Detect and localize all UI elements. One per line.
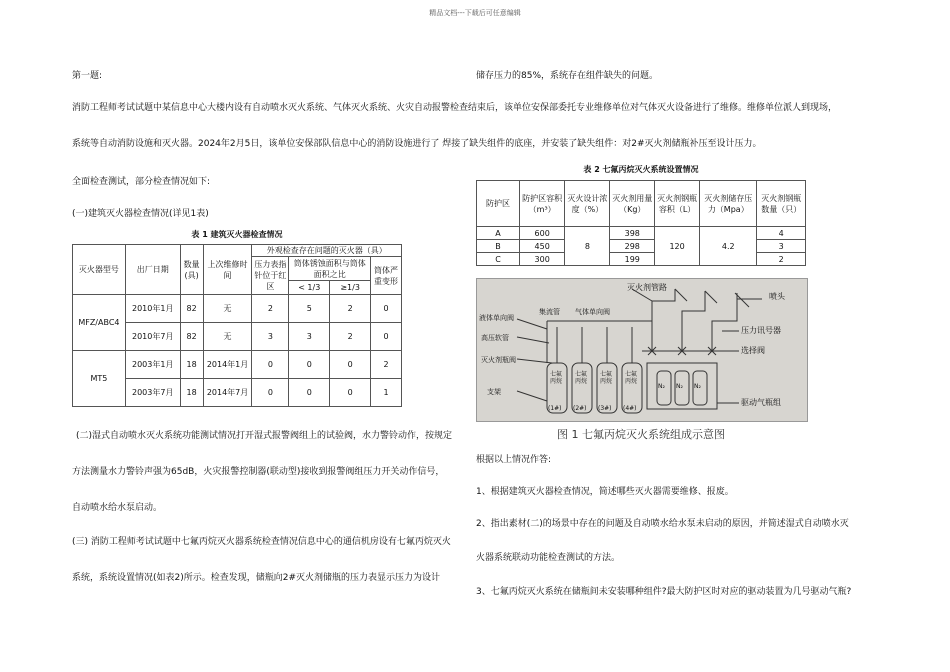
cell: 0 (371, 323, 402, 351)
group-cell: MFZ/ABC4 (73, 295, 126, 351)
cell: 600 (520, 227, 565, 240)
cell: 120 (655, 227, 700, 266)
cell: 0 (252, 379, 289, 407)
cell: 无 (203, 323, 252, 351)
drive-gas-label: N₂ (694, 383, 701, 390)
cell: 0 (330, 351, 371, 379)
cell: 0 (289, 379, 330, 407)
page-header: 精品文档---下载后可任意编辑 (429, 9, 521, 17)
cell: 3 (289, 323, 330, 351)
col-header: 筒体严重变形 (371, 257, 402, 295)
question-3: 3、七氟丙烷灭火系统在储瓶间未安装哪种组件?最大防护区时对应的驱动装置为几号驱动气瓶? (476, 587, 852, 597)
cell: 298 (610, 240, 655, 253)
cell: 1 (371, 379, 402, 407)
cell: 8 (565, 227, 610, 266)
col-header: 上次维修时间 (203, 245, 252, 295)
col-header: 出厂日期 (125, 245, 180, 295)
cell: 2010年1月 (125, 295, 180, 323)
cell: 4 (757, 227, 806, 240)
cell: 0 (330, 379, 371, 407)
col-header: 筒体锈蚀面积与筒体面积之比 (289, 257, 371, 281)
cell: 18 (180, 351, 203, 379)
cell: 2014年7月 (203, 379, 252, 407)
cell: 2 (252, 295, 289, 323)
label-hose: 高压软管 (481, 334, 509, 342)
question-title: 第一题: (72, 71, 103, 81)
cell: 2 (330, 295, 371, 323)
label-selector: 选择阀 (741, 346, 765, 355)
table-row (477, 240, 806, 253)
label-pressure-switch: 压力讯号器 (741, 326, 781, 335)
cell: 2014年1月 (203, 351, 252, 379)
paragraph: 系统，系统设置情况(如表2)所示。检查发现，储瓶向2#灭火剂储瓶的压力表显示压力为设计 (72, 573, 441, 583)
cylinder-number: (4#) (623, 405, 637, 412)
cell: 2010年7月 (125, 323, 180, 351)
col-header: 防护区 (477, 181, 520, 227)
col-header: 压力表指针位于红区 (252, 257, 289, 295)
label-pipe: 灭火剂管路 (627, 283, 667, 292)
table1-caption: 表 1 建筑灭火器检查情况 (191, 230, 283, 239)
cell: 300 (520, 253, 565, 266)
col-header: 灭火器型号 (73, 245, 126, 295)
cell: 0 (371, 295, 402, 323)
paragraph: (二)湿式自动喷水灭火系统功能测试情况打开湿式报警阀组上的试验阀，水力警铃动作，按规定 (76, 431, 453, 441)
table2-caption: 表 2 七氟丙烷灭火系统设置情况 (583, 165, 699, 174)
cylinder-number: (2#) (573, 405, 587, 412)
question-1: 1、根据建筑灭火器检查情况，简述哪些灭火器需要维修、报废。 (476, 487, 734, 497)
paragraph: 方法测量水力警铃声强为65dB，火灾报警控制器(联动型)接收到报警阀组压力开关动作信号， (72, 467, 445, 477)
label-nozzle: 喷头 (769, 292, 785, 301)
drive-gas-label: N₂ (658, 383, 665, 390)
cell: A (477, 227, 520, 240)
table-row (73, 351, 402, 379)
cell: 2003年1月 (125, 351, 180, 379)
group-cell: MT5 (73, 351, 126, 407)
cylinder-label: 七氟丙烷 (575, 371, 588, 385)
label-bracket: 支架 (487, 388, 501, 396)
col-header: 防护区容积（m³） (520, 181, 565, 227)
cell: 450 (520, 240, 565, 253)
cell: 2 (330, 323, 371, 351)
cell: 398 (610, 227, 655, 240)
label-valve: 灭火剂瓶阀 (481, 356, 516, 364)
cylinder-label: 七氟丙烷 (625, 371, 638, 385)
table-row (477, 253, 806, 266)
cell: 4.2 (700, 227, 757, 266)
paragraph: 根据以上情况作答: (476, 455, 552, 465)
label-drive-bottle: 驱动气瓶组 (741, 398, 781, 407)
col-header: 外观检查存在问题的灭火器（具） (252, 245, 402, 257)
cell: B (477, 240, 520, 253)
paragraph: (三) 消防工程师考试试题中七氟丙烷灭火器系统检查情况信息中心的通信机房设有七氟丙烷灭火 (72, 537, 451, 547)
col-header: 数量(具) (180, 245, 203, 295)
col-header: 灭火设计浓度（%） (565, 181, 610, 227)
col-header: 灭火剂钢瓶数量（只） (757, 181, 806, 227)
cell: 199 (610, 253, 655, 266)
diagram-caption: 图 1 七氟丙烷灭火系统组成示意图 (557, 428, 725, 441)
cell: 2003年7月 (125, 379, 180, 407)
paragraph: 自动喷水给水泵启动。 (72, 503, 163, 513)
cell: 82 (180, 295, 203, 323)
cell: 5 (289, 295, 330, 323)
cell: 0 (289, 351, 330, 379)
question-2: 2、指出素材(二)的场景中存在的问题及自动喷水给水泵未启动的原因，并简述湿式自动喷水灭 (476, 519, 849, 529)
col-header: ≥1/3 (330, 281, 371, 295)
paragraph: 消防工程师考试试题中某信息中心大楼内设有自动喷水灭火系统、气体灭火系统、火灾自动报警检查结束后，该单位安保部委托专业维修单位对气体灭火设备进行了维修。维修单位派人到现场， (72, 103, 838, 113)
cell: 3 (757, 240, 806, 253)
col-header: 灭火剂储存压力（Mpa） (700, 181, 757, 227)
label-liquid-check: 液体单向阀 (479, 314, 514, 322)
cell: 0 (252, 351, 289, 379)
cell: 2 (757, 253, 806, 266)
cylinder-number: (1#) (548, 405, 562, 412)
col-header: < 1/3 (289, 281, 330, 295)
cylinder-label: 七氟丙烷 (600, 371, 613, 385)
section-heading: (一)建筑灭火器检查情况(详见1表) (72, 209, 209, 219)
cell: 2 (371, 351, 402, 379)
cell: 无 (203, 295, 252, 323)
system-diagram (476, 278, 808, 422)
paragraph: 系统等自动消防设施和灭火器。2024年2月5日，该单位安保部队信息中心的消防设施进行了 焊接了缺失组件的底座，并安装了缺失组件：对2#灭火剂储瓶补压至设计压力。 (72, 139, 762, 149)
extinguisher-table (72, 244, 402, 407)
col-header: 灭火剂用量（Kg） (610, 181, 655, 227)
label-manifold: 集流管 (539, 308, 560, 316)
cell: 3 (252, 323, 289, 351)
col-header: 灭火剂钢瓶容积（L） (655, 181, 700, 227)
drive-gas-label: N₂ (676, 383, 683, 390)
heptafluoropropane-table (476, 180, 806, 266)
paragraph: 全面检查测试，部分检查情况如下: (72, 177, 211, 187)
cell: 82 (180, 323, 203, 351)
paragraph: 储存压力的85%，系统存在组件缺失的问题。 (476, 71, 659, 81)
cell: 18 (180, 379, 203, 407)
table-row (477, 227, 806, 240)
label-gas-check: 气体单向阀 (575, 308, 610, 316)
cylinder-label: 七氟丙烷 (550, 371, 563, 385)
cell: C (477, 253, 520, 266)
cylinder-number: (3#) (598, 405, 612, 412)
question-2-cont: 火器系统联动功能检查测试的方法。 (476, 553, 621, 563)
table-row (73, 295, 402, 323)
